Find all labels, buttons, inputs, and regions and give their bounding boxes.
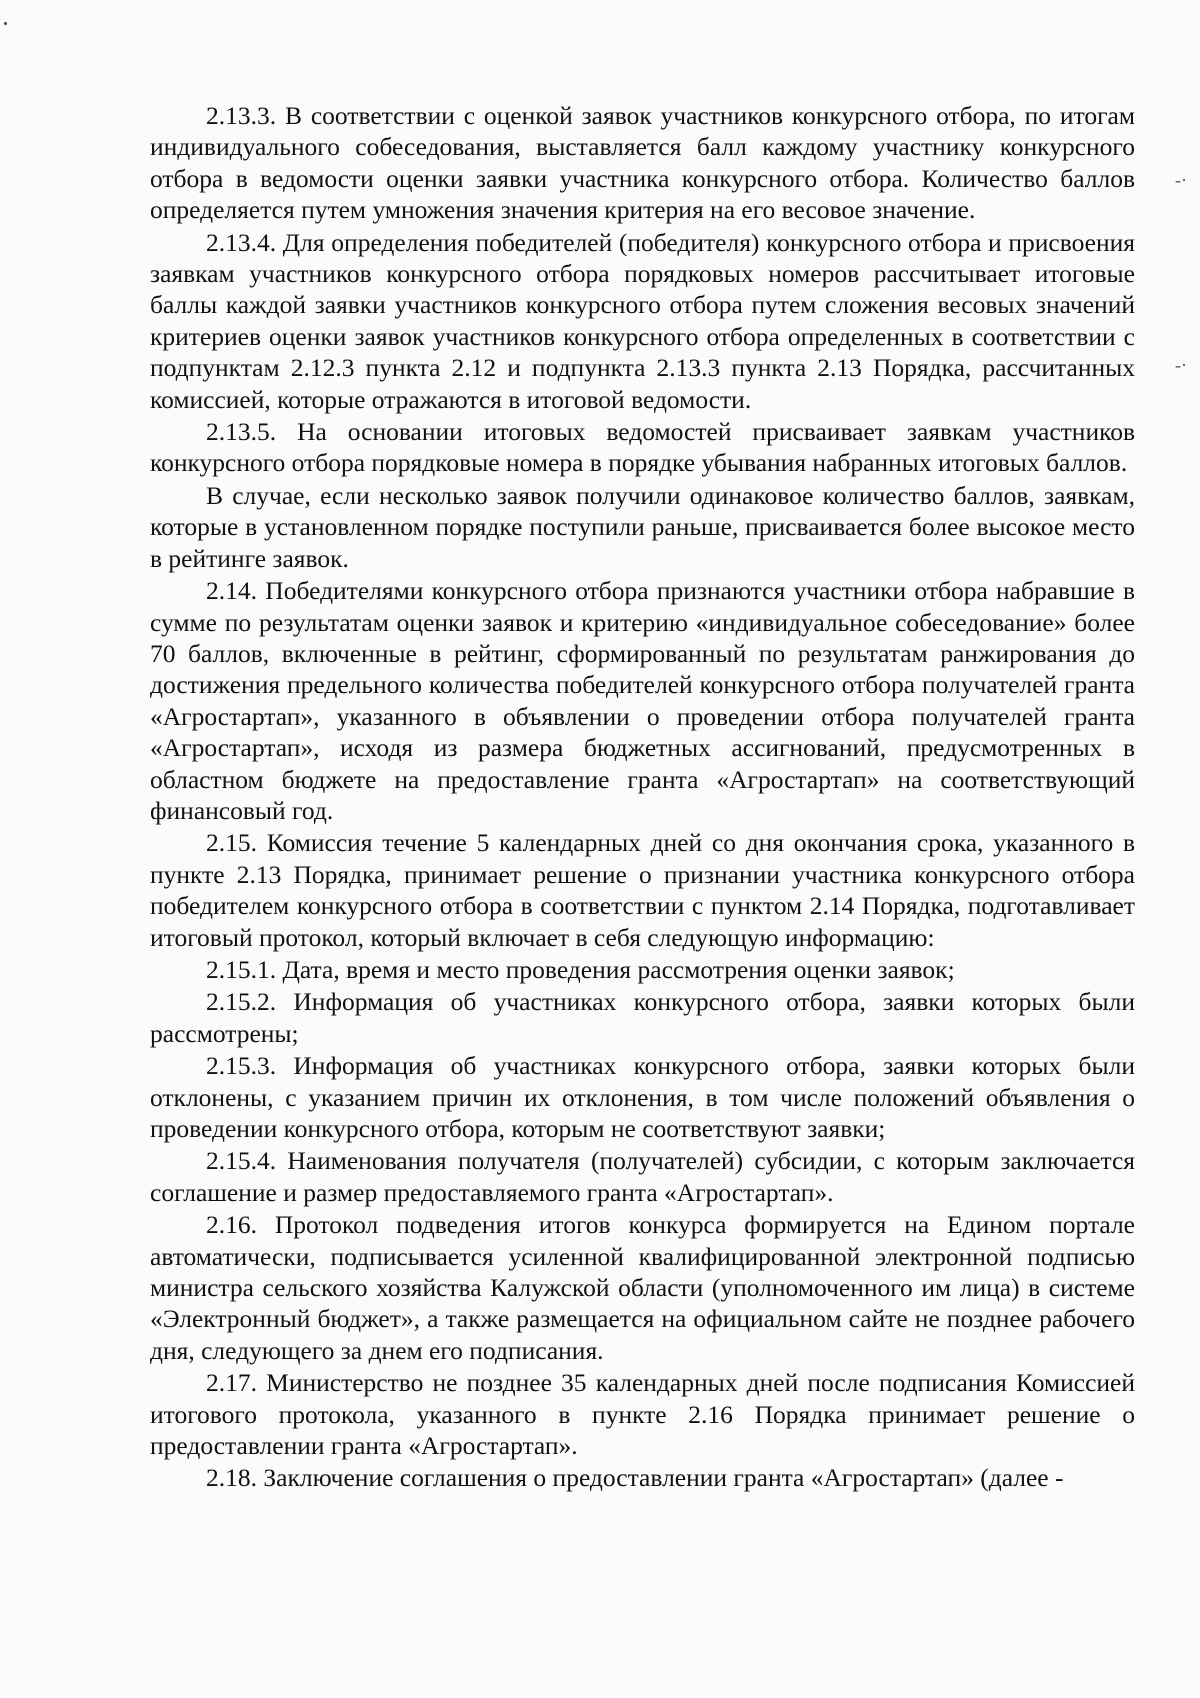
paragraph-2-15: 2.15. Комиссия течение 5 календарных дней со дня окончания срока, указанного в пункте 2.13 Порядка, принимает решение о признании участника конкурсного отбора победителем конкурсного отбора в соответствии с пунктом 2.14 Порядка, подготавливает итоговый протокол, который включает в себя следующую информацию: — [150, 828, 1135, 952]
paragraph-2-13-4: 2.13.4. Для определения победителей (победителя) конкурсного отбора и присвоения заявкам участников конкурсного отбора порядковых номеров рассчитывает итоговые баллы каждой заявки участников конкурсного отбора путем сложения весовых значений критериев оценки заявок участников конкурсного отбора определенных в соответствии с подпунктам 2.12.3 пункта 2.12 и подпункта 2.13.3 пункта 2.13 Порядка, рассчитанных комиссией, которые отражаются в итоговой ведомости. — [150, 227, 1135, 414]
paragraph-2-15-1: 2.15.1. Дата, время и место проведения рассмотрения оценки заявок; — [206, 954, 955, 984]
paragraph-2-16: 2.16. Протокол подведения итогов конкурса формируется на Едином портале автоматически, подписывается усиленной квалифицированной электронной подписью министра сельского хозяйства Калужской области (уполномоченного им лица) в системе «Электронный бюджет», а также размещается на официальном сайте не позднее рабочего дня, следующего за днем его подписания. — [150, 1210, 1135, 1365]
paragraph-2-15-3: 2.15.3. Информация об участниках конкурсного отбора, заявки которых были отклонены, с указанием причин их отклонения, в том числе положений объявления о проведении конкурсного отбора, которым не соответствуют заявки; — [150, 1051, 1135, 1143]
paragraph-2-13-3: 2.13.3. В соответствии с оценкой заявок участников конкурсного отбора, по итогам индивидуального собеседования, выставляется балл каждому участнику конкурсного отбора в ведомости оценки заявки участника конкурсного отбора. Количество баллов определяется путем умножения значения критерия на его весовое значение. — [150, 101, 1135, 225]
paragraph-2-18: 2.18. Заключение соглашения о предоставлении гранта «Агростартап» (далее - — [206, 1463, 1064, 1493]
margin-mark: -· — [1175, 170, 1187, 190]
paragraph-equal-scores: В случае, если несколько заявок получили одинаковое количество баллов, заявкам, которые в установленном порядке поступили раньше, присваивается более высокое место в рейтинге заявок. — [150, 480, 1135, 573]
document-body — [150, 100, 1135, 1495]
paragraph-2-13-5: 2.13.5. На основании итоговых ведомостей присваивает заявкам участников конкурсного отбора порядковые номера в порядке убывания набранных итоговых баллов. — [150, 417, 1135, 478]
paragraph-2-15-2: 2.15.2. Информация об участниках конкурсного отбора, заявки которых были рассмотрены; — [150, 987, 1135, 1048]
margin-mark: -· — [1175, 355, 1187, 375]
scan-speck — [4, 22, 7, 25]
paragraph-2-14: 2.14. Победителями конкурсного отбора признаются участники отбора набравшие в сумме по результатам оценки заявок и критерию «индивидуальное собеседование» более 70 баллов, включенные в рейтинг, сформированный по результатам ранжирования до достижения предельного количества победителей конкурсного отбора получателей гранта «Агростартап», указанного в объявлении о проведении отбора получателей гранта «Агростартап», исходя из размера бюджетных ассигнований, предусмотренных в областном бюджете на предоставление гранта «Агростартап» на соответствующий финансовый год. — [150, 576, 1135, 825]
paragraph-2-15-4: 2.15.4. Наименования получателя (получателей) субсидии, с которым заключается соглашение и размер предоставляемого гранта «Агростартап». — [150, 1146, 1135, 1207]
paragraph-2-17: 2.17. Министерство не позднее 35 календарных дней после подписания Комиссией итогового протокола, указанного в пункте 2.16 Порядка принимает решение о предоставлении гранта «Агростартап». — [150, 1368, 1135, 1461]
